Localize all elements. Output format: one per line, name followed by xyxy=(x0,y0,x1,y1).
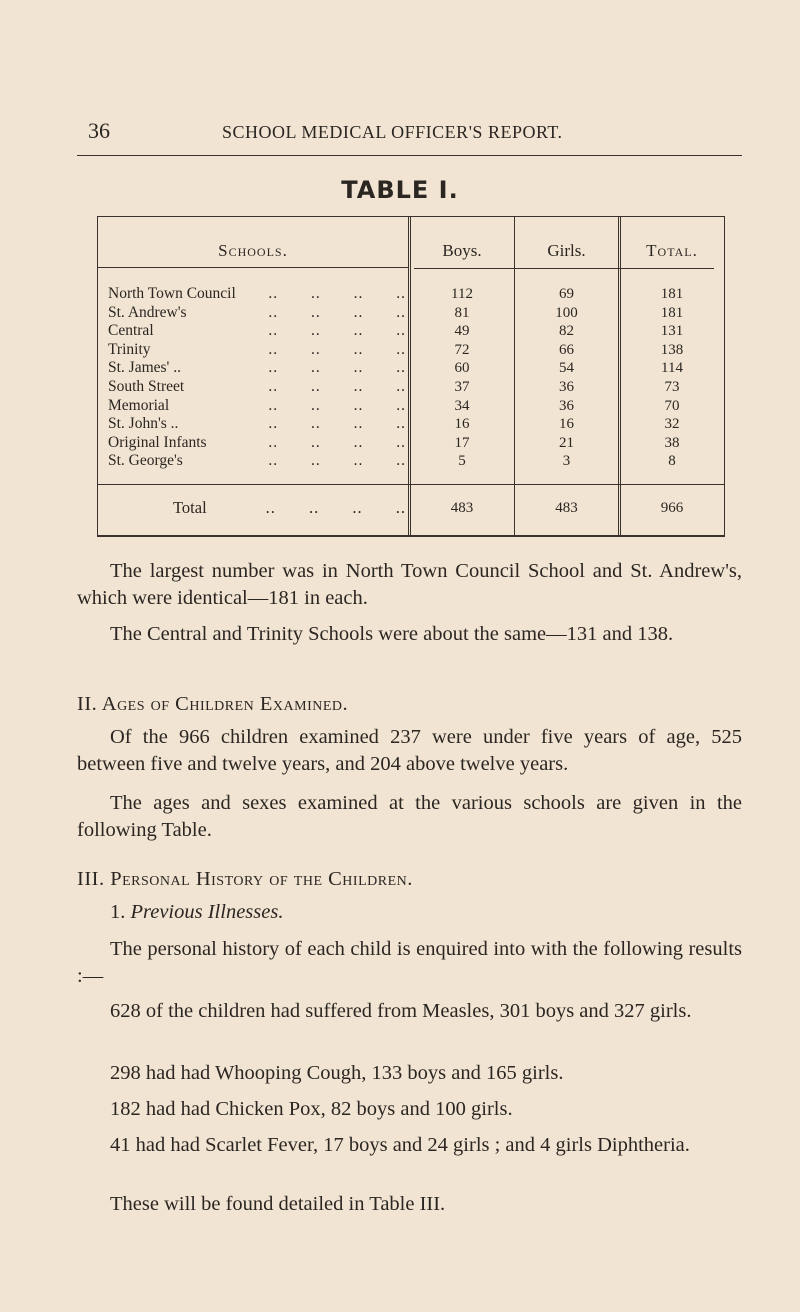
boys-count: 60 xyxy=(454,360,470,377)
paragraph: The Central and Trinity Schools were about the same—131 and 138. xyxy=(110,623,674,645)
column-header-girls: Girls. xyxy=(547,241,586,260)
total-boys: 483 xyxy=(450,500,474,516)
school-name: North Town Council xyxy=(108,285,236,302)
school-name: Memorial xyxy=(108,396,170,414)
table-row xyxy=(98,304,724,322)
table-row xyxy=(98,359,724,377)
paragraph: 628 of the children had suffered from Measles, 301 boys and 327 girls. xyxy=(110,1000,692,1022)
total-rule xyxy=(98,484,724,485)
table-row xyxy=(98,322,724,340)
total-girls: 483 xyxy=(555,500,578,516)
total-count: 8 xyxy=(668,453,676,470)
total-count: 114 xyxy=(661,360,683,377)
school-name: Original Infants xyxy=(108,433,207,451)
table-row xyxy=(98,285,724,303)
total-count: 138 xyxy=(660,341,684,358)
paragraph: 298 had had Whooping Cough, 133 boys and 165 girls. xyxy=(110,1062,564,1084)
paragraph: These will be found detailed in Table III. xyxy=(110,1193,446,1215)
girls-count: 36 xyxy=(559,397,574,414)
leader-dots: .. .. .. .. xyxy=(268,452,406,470)
schools-table xyxy=(97,216,725,537)
girls-count: 16 xyxy=(559,416,574,433)
table-row xyxy=(98,341,724,359)
total-count: 38 xyxy=(664,434,680,451)
column-header-total: Total. xyxy=(646,241,698,260)
school-name: St. George's xyxy=(108,452,183,470)
total-count: 131 xyxy=(660,323,684,340)
boys-count: 17 xyxy=(454,434,470,451)
total-count: 32 xyxy=(664,416,680,433)
girls-count: 100 xyxy=(555,304,578,321)
school-name: St. Andrew's xyxy=(108,303,187,321)
leader-dots: .. .. .. .. xyxy=(268,322,406,340)
leader-dots: .. .. .. .. xyxy=(268,378,406,395)
section-heading: II. Ages of Children Examined. xyxy=(77,693,349,715)
header-rule xyxy=(98,267,408,268)
paragraph: The personal history of each child is enquired into with the following results :— xyxy=(77,938,742,987)
table-row xyxy=(98,378,724,396)
column-header-boys: Boys. xyxy=(442,241,482,260)
total-count: 70 xyxy=(664,397,680,414)
boys-count: 5 xyxy=(458,453,466,470)
table-row xyxy=(98,434,724,452)
boys-count: 16 xyxy=(454,416,470,433)
school-name: St. James' .. xyxy=(108,359,181,377)
table-total-row xyxy=(98,499,724,517)
table-row xyxy=(98,415,724,433)
girls-count: 36 xyxy=(559,379,574,395)
leader-dots: .. .. .. .. xyxy=(268,415,406,433)
girls-count: 69 xyxy=(559,286,574,302)
school-name: South Street xyxy=(108,378,185,395)
girls-count: 3 xyxy=(562,453,571,470)
boys-count: 49 xyxy=(454,323,470,340)
section-heading: III. Personal History of the Children. xyxy=(77,868,413,890)
school-name: Trinity xyxy=(108,340,151,358)
subsection-number: 1. xyxy=(110,901,126,923)
school-name: Central xyxy=(108,322,154,340)
total-total: 966 xyxy=(660,500,684,516)
leader-dots: .. .. .. .. xyxy=(268,433,406,451)
running-title: SCHOOL MEDICAL OFFICER'S REPORT. xyxy=(222,122,563,142)
leader-dots: .. .. .. .. xyxy=(268,359,406,377)
paragraph: The largest number was in North Town Council School and St. Andrew's, which were identical—181 in each. xyxy=(77,560,742,609)
subsection-heading xyxy=(110,899,610,926)
total-count: 73 xyxy=(664,379,680,395)
boys-count: 81 xyxy=(454,304,470,321)
table-row xyxy=(98,397,724,415)
column-header-schools: Schools. xyxy=(218,241,288,260)
paragraph: 182 had had Chicken Pox, 82 boys and 100 girls. xyxy=(110,1098,513,1120)
leader-dots: .. .. .. .. xyxy=(268,303,406,321)
boys-count: 72 xyxy=(454,341,470,358)
table-row xyxy=(98,452,724,470)
leader-dots: .. .. .. .. xyxy=(268,340,406,358)
girls-count: 82 xyxy=(559,323,574,340)
paragraph: 41 had had Scarlet Fever, 17 boys and 24 girls ; and 4 girls Diphtheria. xyxy=(110,1134,690,1156)
paragraph: Of the 966 children examined 237 were under five years of age, 525 between five and twelve years, and 204 above twelve years. xyxy=(77,726,742,775)
boys-count: 112 xyxy=(451,286,473,302)
leader-dots: .. .. .. .. xyxy=(268,396,406,414)
paragraph: The ages and sexes examined at the various schools are given in the following Table. xyxy=(77,792,742,841)
total-count: 181 xyxy=(660,304,684,321)
leader-dots: .. .. .. .. xyxy=(265,498,406,517)
total-label: Total xyxy=(173,498,207,517)
girls-count: 66 xyxy=(559,341,574,358)
header-rule xyxy=(414,268,714,269)
subsection-title: Previous Illnesses. xyxy=(130,901,284,923)
boys-count: 37 xyxy=(454,379,470,395)
table-title: TABLE I. xyxy=(341,176,459,204)
school-name: St. John's .. xyxy=(108,415,179,433)
girls-count: 54 xyxy=(559,360,574,377)
header-rule xyxy=(77,155,742,156)
boys-count: 34 xyxy=(454,397,470,414)
total-count: 181 xyxy=(660,286,684,302)
leader-dots: .. .. .. .. xyxy=(268,285,406,302)
girls-count: 21 xyxy=(559,434,574,451)
page-number: 36 xyxy=(88,118,110,143)
